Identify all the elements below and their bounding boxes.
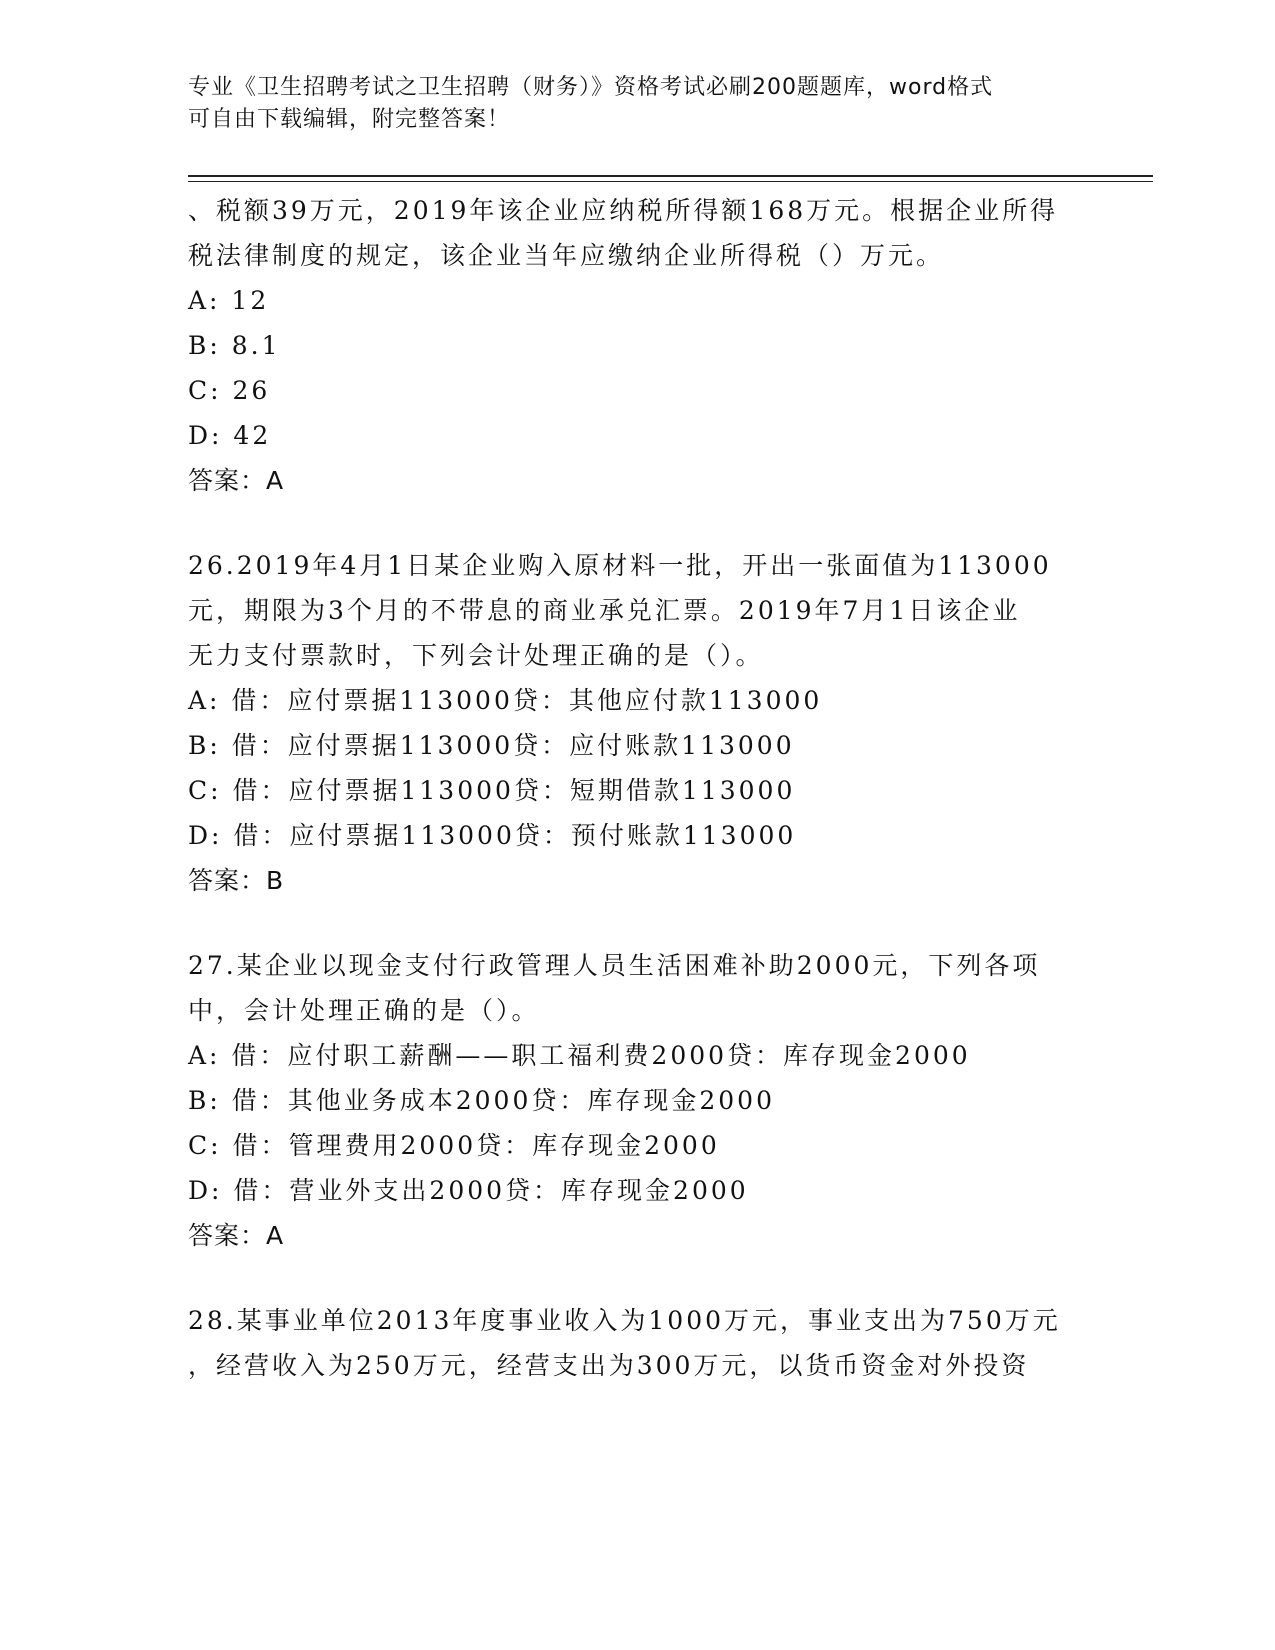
option-d: D: 借：营业外支出2000贷：库存现金2000 — [188, 1176, 749, 1205]
answer-label: 答案：A — [188, 1221, 285, 1250]
question-text-line: 27.某企业以现金支付行政管理人员生活困难补助2000元，下列各项 — [188, 951, 1041, 980]
option-b: B: 8.1 — [188, 331, 281, 360]
question-text-line: 无力支付票款时，下列会计处理正确的是（）。 — [188, 641, 764, 670]
spacer — [188, 1258, 1088, 1298]
question-text-line: 中，会计处理正确的是（）。 — [188, 996, 540, 1025]
header-line-1: 专业《卫生招聘考试之卫生招聘（财务）》资格考试必刷200题题库，word格式 — [188, 75, 994, 100]
question-25-continued — [188, 188, 1088, 503]
option-b: B: 借：其他业务成本2000贷：库存现金2000 — [188, 1086, 775, 1115]
answer-label: 答案：B — [188, 866, 285, 895]
answer-label: 答案：A — [188, 466, 285, 495]
header-line-2: 可自由下载编辑，附完整答案！ — [188, 107, 511, 132]
question-28 — [188, 1298, 1088, 1388]
question-text-line: 元，期限为3个月的不带息的商业承兑汇票。2019年7月1日该企业 — [188, 596, 1021, 625]
option-c: C: 26 — [188, 376, 271, 405]
option-d: D: 42 — [188, 421, 272, 450]
header-divider-thick — [188, 175, 1153, 177]
option-a: A: 借：应付职工薪酬——职工福利费2000贷：库存现金2000 — [188, 1041, 971, 1070]
question-26 — [188, 543, 1088, 903]
question-text-line: 税法律制度的规定，该企业当年应缴纳企业所得税（）万元。 — [188, 241, 945, 270]
question-text-line: 26.2019年4月1日某企业购入原材料一批，开出一张面值为113000 — [188, 551, 1052, 580]
option-c: C: 借：管理费用2000贷：库存现金2000 — [188, 1131, 720, 1160]
question-text-line: 、税额39万元，2019年该企业应纳税所得额168万元。根据企业所得 — [188, 196, 1059, 225]
spacer — [188, 903, 1088, 943]
option-d: D: 借：应付票据113000贷：预付账款113000 — [188, 821, 797, 850]
option-a: A: 借：应付票据113000贷：其他应付款113000 — [188, 686, 823, 715]
option-b: B: 借：应付票据113000贷：应付账款113000 — [188, 731, 795, 760]
option-a: A: 12 — [188, 286, 270, 315]
question-27 — [188, 943, 1088, 1258]
document-header — [188, 72, 1068, 136]
header-divider-thin — [188, 181, 1153, 182]
document-body — [188, 188, 1088, 1388]
question-text-line: ，经营收入为250万元，经营支出为300万元，以货币资金对外投资 — [188, 1351, 1030, 1380]
spacer — [188, 503, 1088, 543]
question-text-line: 28.某事业单位2013年度事业收入为1000万元，事业支出为750万元 — [188, 1306, 1061, 1335]
option-c: C: 借：应付票据113000贷：短期借款113000 — [188, 776, 796, 805]
